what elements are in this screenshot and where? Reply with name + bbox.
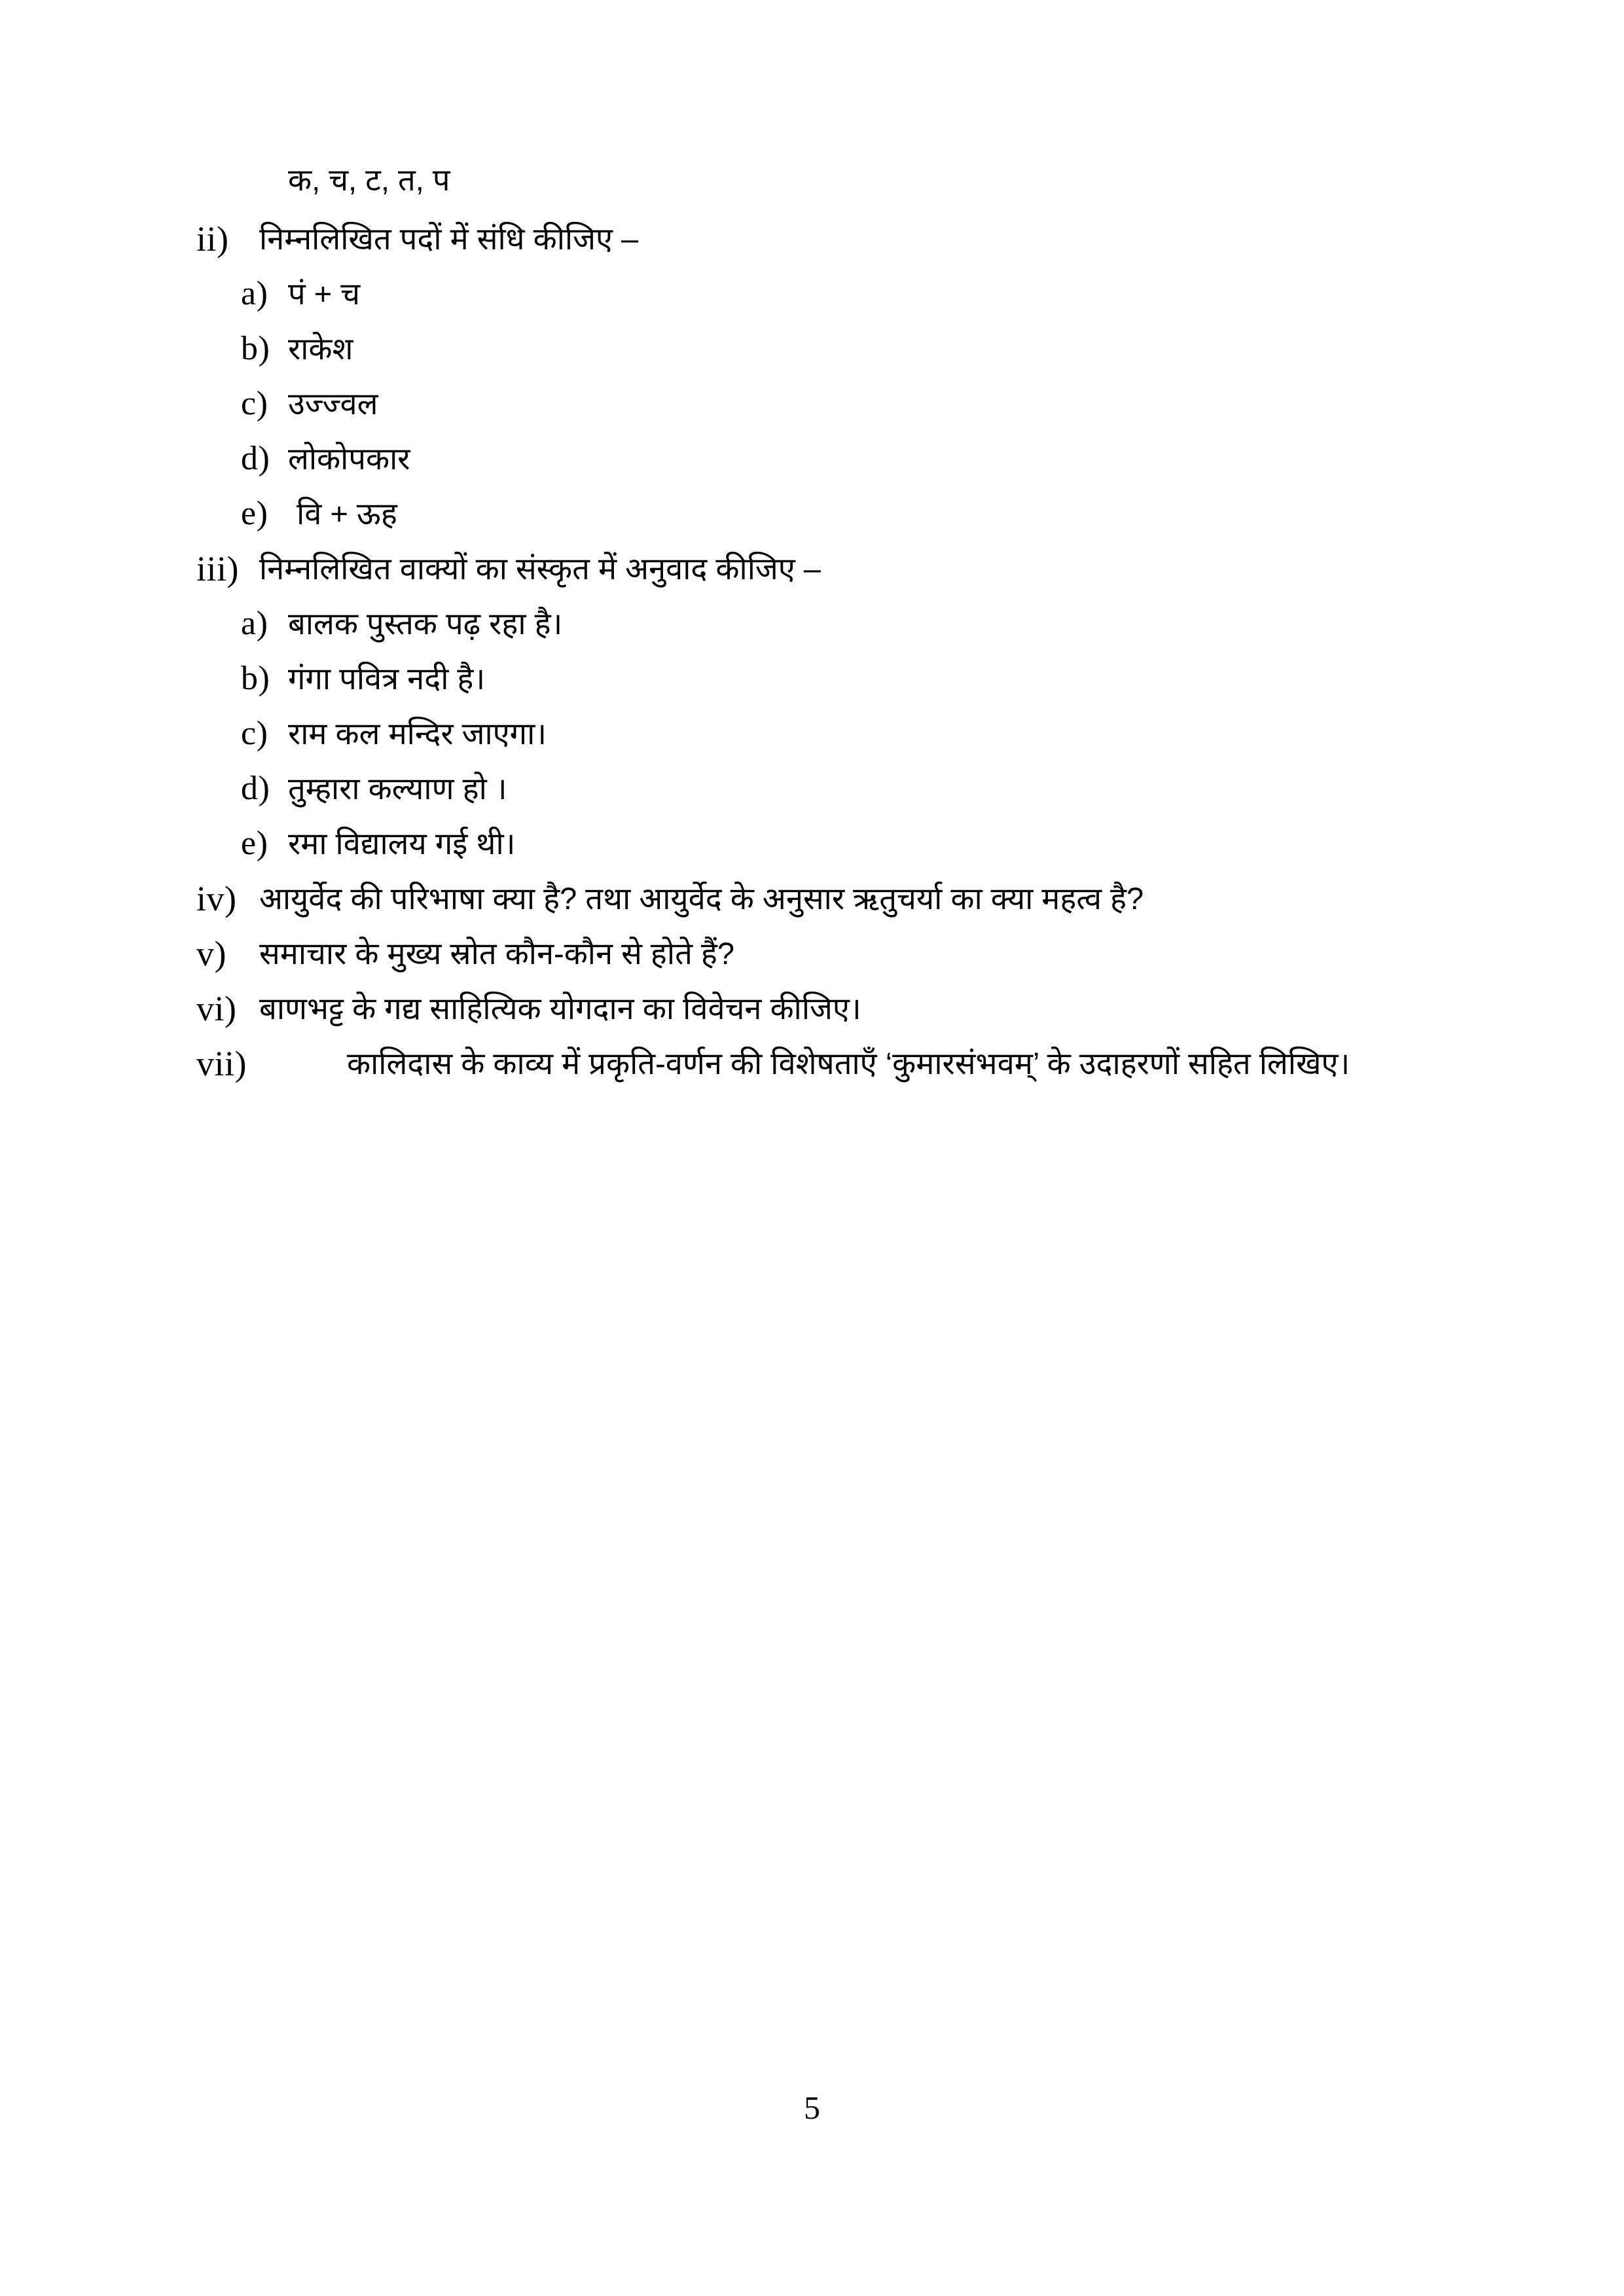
page-number: 5 [804,2089,820,2126]
subitem-text: बालक पुस्तक पढ़ रहा है। [288,606,563,641]
question-subitem [241,380,1440,428]
question-text: आयुर्वेद की परिभाषा क्या है? तथा आयुर्वेद के अनुसार ऋतुचर्या का क्या महत्व है? [259,881,1144,916]
question-subitem [241,819,1440,868]
question-subitem [241,709,1440,758]
subitem-letter: e) [241,825,268,862]
question-numeral: iii) [196,549,239,588]
question-numeral: v) [196,934,226,973]
subitem-text: रमा विद्यालय गई थी। [288,826,516,861]
question-numeral: iv) [196,879,237,918]
question-text: निम्नलिखित पदों में संधि कीजिए – [259,221,639,256]
question-text: निम्नलिखित वाक्यों का संस्कृत में अनुवाद कीजिए – [259,551,821,586]
question-text: बाणभट्ट के गद्य साहित्यिक योगदान का विवेचन कीजिए। [259,991,861,1026]
subitem-letter: b) [241,660,270,697]
subitem-text: गंगा पवित्र नदी है। [288,661,486,696]
question-item [196,1039,1440,1088]
questions-container [196,215,1440,1088]
question-subitem [241,764,1440,813]
question-list [196,156,1440,1094]
subitem-text: राकेश [288,331,353,366]
subitem-text: उज्ज्वल [288,386,378,421]
question-item [196,984,1440,1033]
subitem-text: राम कल मन्दिर जाएगा। [288,716,547,751]
subitem-letter: d) [241,440,270,477]
question-item [196,545,1440,593]
question-subitem [241,490,1440,538]
subitem-text: लोकोपकार [288,441,410,476]
question-text: कालिदास के काव्य में प्रकृति-वर्णन की विशेषताएँ ‘कुमारसंभवम्’ के उदाहरणों सहित लिखिए। [347,1046,1350,1081]
question-item [196,874,1440,923]
subitem-letter: a) [241,275,268,312]
question-subitem [241,325,1440,373]
subitem-letter: d) [241,770,270,807]
question-subitem [241,655,1440,703]
subitem-text: वि + ऊह [288,496,397,531]
subitem-text: तुम्हारा कल्याण हो । [288,771,507,806]
subitem-text: पं + च [288,276,361,311]
subitem-letter: c) [241,385,268,422]
subitem-letter: e) [241,495,268,532]
question-numeral: ii) [196,219,229,259]
question-text: समाचार के मुख्य स्रोत कौन-कौन से होते हैं? [259,936,735,971]
question-subitem [241,270,1440,318]
question-subitem [241,435,1440,483]
answer-line: क, च, ट, त, प [288,162,450,197]
question-item [196,929,1440,978]
question-numeral: vi) [196,989,237,1028]
question-subitem [241,600,1440,648]
question-numeral: vii) [196,1044,247,1083]
question-item [196,215,1440,263]
subitem-letter: c) [241,715,268,752]
subitem-letter: b) [241,330,270,367]
subitem-letter: a) [241,605,268,642]
